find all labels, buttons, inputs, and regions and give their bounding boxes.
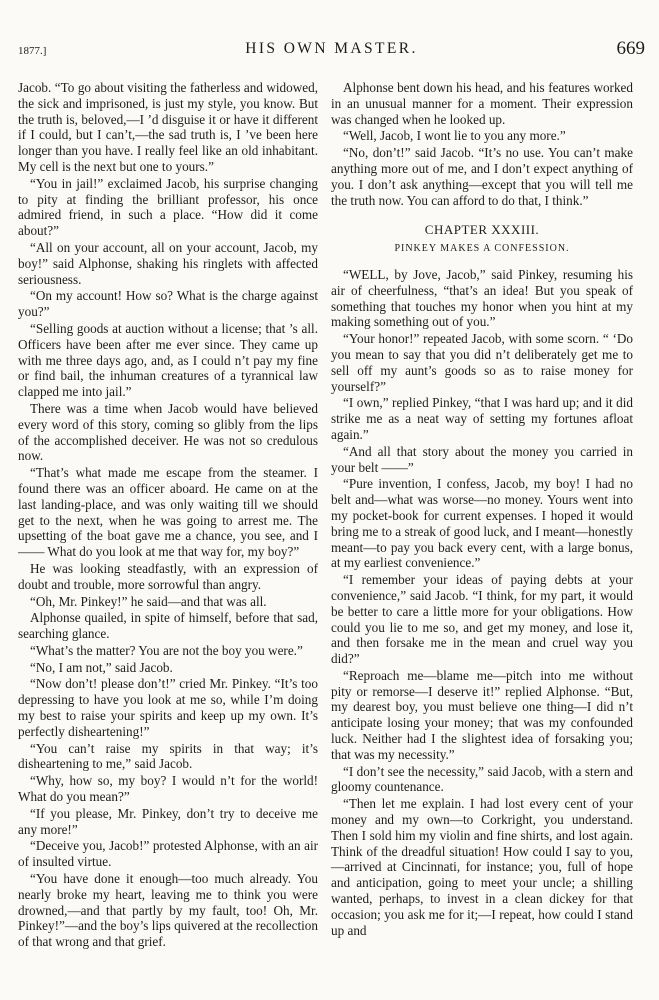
paragraph: “If you please, Mr. Pinkey, don’t try to deceive me any more!” — [18, 805, 318, 837]
paragraph: “Oh, Mr. Pinkey!” he said—and that was all. — [30, 593, 267, 609]
paragraph: “I remember your ideas of paying debts at your convenience,” said Jacob. “I think, for my part, it would be better to care a little more for your obligations. How could you lie to me so, and get my money, and lose it, and then forsake me in the mean and cruel way you did?” — [331, 572, 633, 667]
paragraph: “You can’t raise my spirits in that way; it’s disheartening to me,” said Jacob. — [18, 740, 318, 772]
paragraph: “All on your account, all on your account, Jacob, my boy!” said Alphonse, shaking his ringlets with affected seriousness. — [18, 239, 318, 287]
paragraph: Alphonse bent down his head, and his features worked in an unusual manner for a moment. Their expression was changed when he looked up. — [331, 80, 633, 127]
paragraph: “You in jail!” exclaimed Jacob, his surprise changing to pity at finding the brilliant professor, his once admired friend, in such a place. “How did it come about?” — [18, 175, 318, 239]
paragraph: There was a time when Jacob would have believed every word of this story, coming so glibly from the lips of the accomplished deceiver. He was not so credulous now. — [18, 400, 318, 464]
right-column — [331, 80, 633, 939]
paragraph: “Your honor!” repeated Jacob, with some scorn. “ ‘Do you mean to say that you did n’t deliberately get me to sell off my aunt’s goods so as to raise money for yourself?” — [331, 331, 633, 394]
paragraph: He was looking steadfastly, with an expression of doubt and trouble, more sorrowful than angry. — [18, 560, 318, 592]
paragraph: “On my account! How so? What is the charge against you?” — [18, 288, 318, 320]
left-column — [18, 80, 318, 951]
paragraph: “And all that story about the money you carried in your belt ——” — [331, 443, 633, 475]
paragraph: “No, I am not,” said Jacob. — [30, 659, 173, 675]
paragraph: “That’s what made me escape from the steamer. I found there was an officer aboard. He came on at the last landing-place, and was only waiting till we should get to the next, when he was going to arrest me. The upsetting of the boat gave me a chance, you see, and I —— What do you look at me that way for, my boy?” — [18, 465, 318, 560]
paragraph: “WELL, by Jove, Jacob,” said Pinkey, resuming his air of cheerfulness, “that’s an idea! But you speak of something that touches my honor when you hint at my making something out of you.” — [331, 266, 633, 330]
chapter-heading: CHAPTER XXXIII. — [424, 222, 540, 238]
running-header — [18, 38, 645, 66]
paragraph: “Well, Jacob, I wont lie to you any more.” — [343, 128, 566, 144]
paragraph: “Why, how so, my boy? I would n’t for the world! What do you mean?” — [18, 773, 318, 805]
paragraph: “Reproach me—blame me—pitch into me without pity or remorse—I deserve it!” replied Alphonse. “But, my dearest boy, you must believe one thing—I did n’t anticipate losing your money; that was my confounded luck. Neither had I the slightest idea of forsaking you; that was my necessity.” — [331, 667, 633, 762]
paragraph: “Now don’t! please don’t!” cried Mr. Pinkey. “It’s too depressing to have you look at me so, while I’m doing my best to raise your spirits and keep up my own. It’s perfectly disheartening!” — [18, 676, 318, 739]
chapter-subtitle: PINKEY MAKES A CONFESSION. — [394, 243, 570, 255]
header-year: 1877.] — [18, 45, 47, 57]
paragraph: Jacob. “To go about visiting the fatherless and widowed, the sick and imprisoned, is just my style, you know. But the truth is, beloved,—I ’d disguise it or have it different if I could, but I can’t,—the sad truth is, I ’ve been here longer than you have. I really feel like an old inhabitant. My cell is the next but one to yours.” — [18, 80, 318, 174]
paragraph: “What’s the matter? You are not the boy you were.” — [30, 642, 303, 658]
paragraph: “No, don’t!” said Jacob. “It’s no use. You can’t make anything more out of me, and I don’t expect anything of you. I don’t ask anything—except that you will tell me the truth now. You can afford to do that, I think.” — [331, 145, 633, 208]
paragraph: “You have done it enough—too much already. You nearly broke my heart, leaving me to think you were drowned,—and that partly by my fault, too! Oh, Mr. Pinkey!”—and the boy’s lips quivered at the recollection of that wrong and that grief. — [18, 871, 318, 950]
paragraph: “I don’t see the necessity,” said Jacob, with a stern and gloomy countenance. — [331, 763, 633, 795]
header-title: HIS OWN MASTER. — [245, 40, 418, 57]
paragraph: “Pure invention, I confess, Jacob, my boy! I had no belt and—what was worse—no money. Yours went into my pocket-book for current expenses. I hoped it would bring me to a streak of good luck, and I meant—honestly meant—to pay you back every cent, with a large bonus, at my earliest convenience.” — [331, 476, 633, 571]
paragraph: “Selling goods at auction without a license; that ’s all. Officers have been after me ever since. They came up with me three days ago, and, as I could n’t pay my fine or find bail, the inhuman creatures of a tyrannical law clapped me into jail.” — [18, 320, 318, 400]
paragraph: “Deceive you, Jacob!” protested Alphonse, with an air of insulted virtue. — [18, 838, 318, 870]
paragraph: “Then let me explain. I had lost every cent of your money and my own—to Corkright, you understand. Then I sold him my violin and fine shirts, and lost again. Think of the dreadful situation! How could I say to you,—arrived at Cincinnati, for instance; you, full of hope and anticipation, going to meet your uncle; a shilling wanted, perhaps, to invest in a clean dickey for that occasion; you ask me for it;—I repeat, how could I stand up and — [331, 796, 633, 938]
paragraph: “I own,” replied Pinkey, “that I was hard up; and it did strike me as a neat way of setting my fortunes afloat again.” — [331, 395, 633, 442]
paragraph: Alphonse quailed, in spite of himself, before that sad, searching glance. — [18, 610, 318, 642]
page-number: 669 — [616, 38, 645, 59]
